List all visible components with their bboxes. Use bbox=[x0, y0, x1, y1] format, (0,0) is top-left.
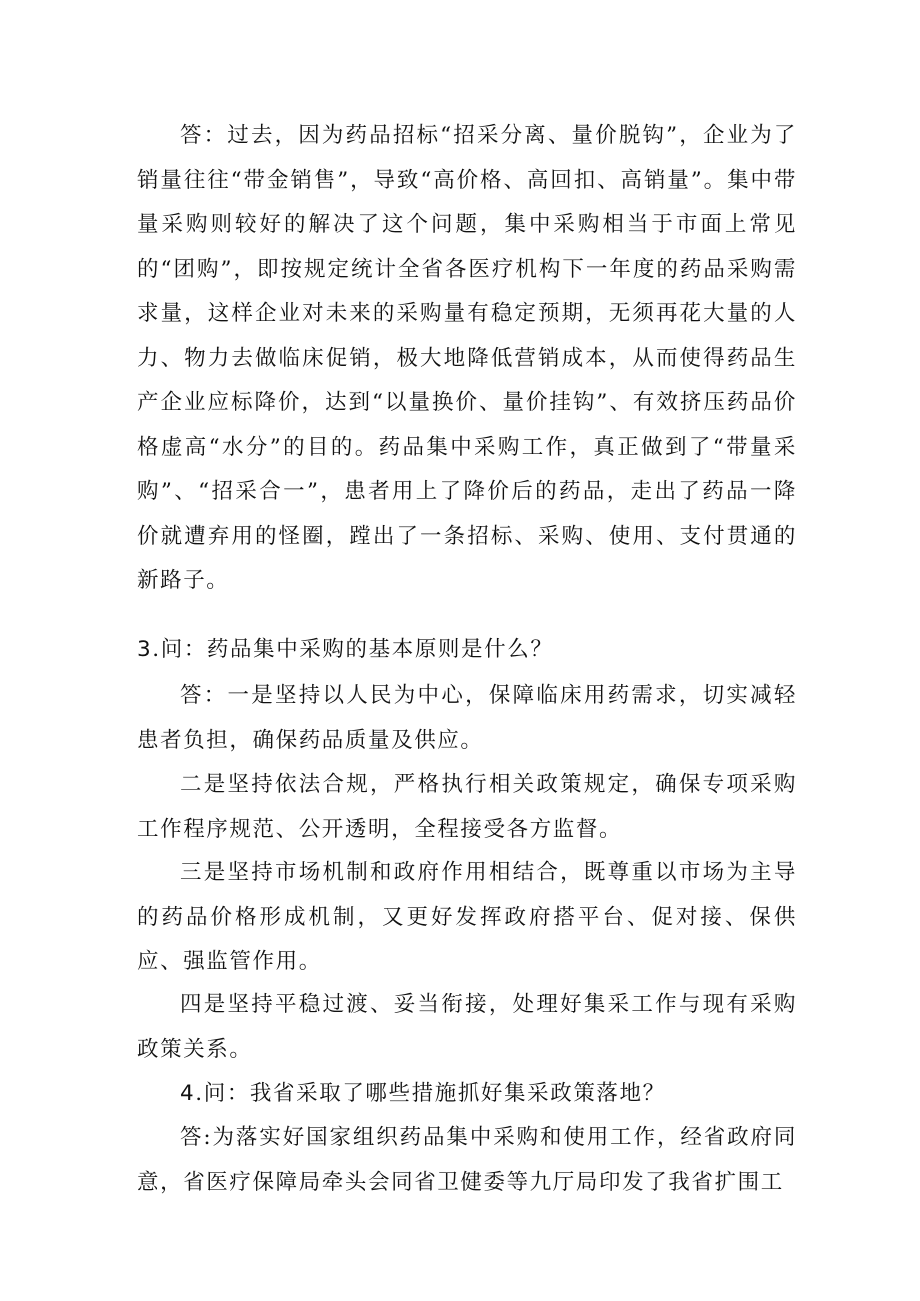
question-4-number: 4 bbox=[180, 1081, 196, 1106]
answer-2-paragraph: 答：过去，因为药品招标“招采分离、量价脱钩”，企业为了销量往往“带金销售”，导致“高价格、高回扣、高销量”。集中带量采购则较好的解决了这个问题，集中采购相当于市面上常见的“团购”，即按规定统计全省各医疗机构下一年度的药品采购需求量，这样企业对未来的采购量有稳定预期，无须再花大量的人力、物力去做临床促销，极大地降低营销成本，从而使得药品生产企业应标降价，达到“以量换价、量价挂钩”、有效挤压药品价格虚高“水分”的目的。药品集中采购工作，真正做到了“带量采购”、“招采合一”，患者用上了降价后的药品，走出了药品一降价就遭弃用的怪圈，蹚出了一条招标、采购、使用、支付贯通的新路子。 bbox=[137, 123, 797, 593]
answer-3-point-2: 二是坚持依法合规，严格执行相关政策规定，确保专项采购工作程序规范、公开透明，全程接受各方监督。 bbox=[137, 772, 797, 842]
question-3-text: .问：药品集中采购的基本原则是什么？ bbox=[152, 637, 554, 662]
question-3-number: 3 bbox=[137, 637, 153, 662]
answer-3-point-4: 四是坚持平稳过渡、妥当衔接，处理好集采工作与现有采购政策关系。 bbox=[137, 992, 797, 1062]
answer-4-paragraph: 答:为落实好国家组织药品集中采购和使用工作，经省政府同意，省医疗保障局牵头会同省卫健委等九厅局印发了我省扩围工 bbox=[137, 1125, 797, 1195]
question-4-heading bbox=[180, 1072, 666, 1117]
question-4-text: .问：我省采取了哪些措施抓好集采政策落地？ bbox=[195, 1081, 666, 1106]
question-3-heading bbox=[137, 628, 553, 673]
answer-3-point-1: 答：一是坚持以人民为中心，保障临床用药需求，切实减轻患者负担，确保药品质量及供应。 bbox=[137, 683, 797, 753]
answer-3-point-3: 三是坚持市场机制和政府作用相结合，既尊重以市场为主导的药品价格形成机制，又更好发挥政府搭平台、促对接、保供应、强监管作用。 bbox=[137, 860, 797, 974]
